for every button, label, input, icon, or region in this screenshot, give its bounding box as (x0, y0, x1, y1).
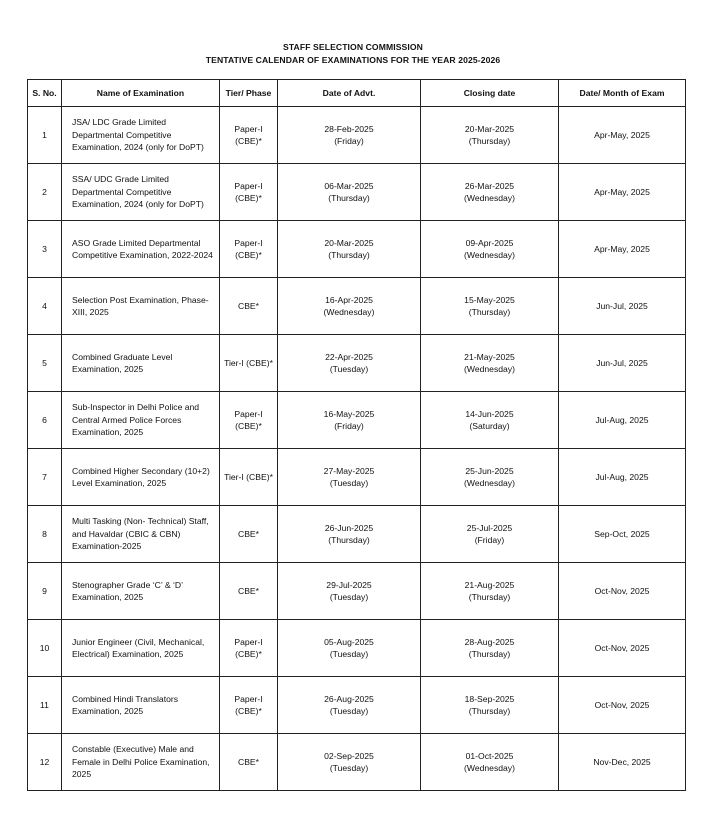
cell-exam-month: Oct-Nov, 2025 (559, 620, 686, 677)
cell-advt-date (278, 278, 421, 335)
closing-date: 21-Aug-2025 (464, 579, 515, 590)
table-row (28, 392, 686, 449)
cell-exam-name: ASO Grade Limited Departmental Competitive Examination, 2022-2024 (62, 221, 220, 278)
closing-date: 18-Sep-2025 (464, 693, 515, 704)
cell-sno: 3 (28, 221, 62, 278)
closing-date: 14-Jun-2025 (465, 408, 514, 419)
advt-day: (Thursday) (328, 250, 370, 260)
cell-sno: 6 (28, 392, 62, 449)
cell-closing-date (421, 392, 559, 449)
cell-exam-name: Selection Post Examination, Phase-XIII, 2025 (62, 278, 220, 335)
table-row (28, 164, 686, 221)
cell-closing-date (421, 221, 559, 278)
column-header-exam-month: Date/ Month of Exam (559, 80, 686, 107)
cell-tier: CBE* (220, 506, 278, 563)
advt-date: 26-Jun-2025 (324, 522, 374, 533)
table-row (28, 620, 686, 677)
cell-tier: Tier-I (CBE)* (220, 449, 278, 506)
cell-sno: 10 (28, 620, 62, 677)
cell-sno: 9 (28, 563, 62, 620)
table-row (28, 107, 686, 164)
table-row (28, 335, 686, 392)
cell-closing-date (421, 620, 559, 677)
advt-date: 28-Feb-2025 (324, 123, 374, 134)
closing-day: (Wednesday) (464, 763, 515, 773)
closing-date: 25-Jun-2025 (465, 465, 514, 476)
column-header-closing-date: Closing date (421, 80, 559, 107)
cell-tier: Paper-I (CBE)* (220, 677, 278, 734)
closing-day: (Wednesday) (464, 478, 515, 488)
closing-date: 28-Aug-2025 (464, 636, 515, 647)
cell-exam-month: Jun-Jul, 2025 (559, 278, 686, 335)
cell-closing-date (421, 677, 559, 734)
table-row (28, 278, 686, 335)
closing-day: (Wednesday) (464, 193, 515, 203)
cell-exam-name: Multi Tasking (Non- Technical) Staff, and Havaldar (CBIC & CBN) Examination-2025 (62, 506, 220, 563)
document-title: STAFF SELECTION COMMISSION (283, 42, 423, 52)
column-header-name: Name of Examination (62, 80, 220, 107)
closing-day: (Wednesday) (464, 364, 515, 374)
cell-tier: Paper-I (CBE)* (220, 620, 278, 677)
cell-exam-name: Stenographer Grade ‘C’ & ‘D’ Examination, 2025 (62, 563, 220, 620)
cell-exam-month: Sep-Oct, 2025 (559, 506, 686, 563)
closing-date: 20-Mar-2025 (464, 123, 515, 134)
cell-exam-name: Constable (Executive) Male and Female in Delhi Police Examination, 2025 (62, 734, 220, 791)
cell-sno: 1 (28, 107, 62, 164)
cell-exam-name: JSA/ LDC Grade Limited Departmental Competitive Examination, 2024 (only for DoPT) (62, 107, 220, 164)
cell-closing-date (421, 278, 559, 335)
cell-closing-date (421, 563, 559, 620)
advt-day: (Tuesday) (329, 478, 369, 488)
advt-day: (Thursday) (328, 193, 370, 203)
advt-date: 22-Apr-2025 (325, 351, 373, 362)
cell-sno: 4 (28, 278, 62, 335)
cell-tier: Paper-I (CBE)* (220, 107, 278, 164)
closing-day: (Thursday) (468, 649, 511, 659)
closing-date: 25-Jul-2025 (466, 522, 513, 533)
column-header-tier: Tier/ Phase (220, 80, 278, 107)
cell-tier: CBE* (220, 563, 278, 620)
closing-day: (Thursday) (468, 592, 511, 602)
closing-day: (Thursday) (468, 136, 511, 146)
cell-exam-name: Junior Engineer (Civil, Mechanical, Electrical) Examination, 2025 (62, 620, 220, 677)
cell-advt-date (278, 107, 421, 164)
advt-date: 16-May-2025 (323, 408, 375, 419)
cell-exam-month: Jun-Jul, 2025 (559, 335, 686, 392)
cell-closing-date (421, 734, 559, 791)
advt-day: (Tuesday) (329, 364, 369, 374)
column-header-sno: S. No. (28, 80, 62, 107)
table-row (28, 449, 686, 506)
table-row (28, 734, 686, 791)
closing-day: (Saturday) (469, 421, 510, 431)
cell-sno: 2 (28, 164, 62, 221)
cell-advt-date (278, 392, 421, 449)
closing-day: (Thursday) (468, 307, 511, 317)
cell-closing-date (421, 335, 559, 392)
closing-date: 15-May-2025 (464, 294, 515, 305)
cell-advt-date (278, 734, 421, 791)
advt-date: 16-Apr-2025 (325, 294, 373, 305)
advt-day: (Thursday) (328, 535, 370, 545)
cell-exam-month: Oct-Nov, 2025 (559, 677, 686, 734)
cell-exam-month: Jul-Aug, 2025 (559, 392, 686, 449)
cell-advt-date (278, 164, 421, 221)
advt-date: 26-Aug-2025 (324, 693, 374, 704)
closing-date: 01-Oct-2025 (465, 750, 514, 761)
cell-exam-name: Combined Graduate Level Examination, 2025 (62, 335, 220, 392)
advt-date: 05-Aug-2025 (324, 636, 374, 647)
closing-date: 26-Mar-2025 (464, 180, 515, 191)
cell-closing-date (421, 164, 559, 221)
cell-exam-name: Combined Higher Secondary (10+2) Level Examination, 2025 (62, 449, 220, 506)
closing-date: 21-May-2025 (464, 351, 515, 362)
advt-day: (Tuesday) (329, 649, 369, 659)
table-row (28, 563, 686, 620)
table-row (28, 677, 686, 734)
cell-closing-date (421, 506, 559, 563)
cell-tier: Paper-I (CBE)* (220, 164, 278, 221)
cell-sno: 7 (28, 449, 62, 506)
table-header-row (28, 80, 686, 107)
cell-exam-name: Sub-Inspector in Delhi Police and Central Armed Police Forces Examination, 2025 (62, 392, 220, 449)
cell-advt-date (278, 620, 421, 677)
cell-exam-name: Combined Hindi Translators Examination, 2025 (62, 677, 220, 734)
cell-sno: 12 (28, 734, 62, 791)
cell-sno: 8 (28, 506, 62, 563)
cell-closing-date (421, 449, 559, 506)
cell-tier: Paper-I (CBE)* (220, 221, 278, 278)
cell-exam-month: Jul-Aug, 2025 (559, 449, 686, 506)
advt-day: (Tuesday) (329, 763, 369, 773)
cell-tier: CBE* (220, 734, 278, 791)
cell-exam-month: Apr-May, 2025 (559, 107, 686, 164)
closing-day: (Thursday) (468, 706, 511, 716)
exam-calendar-table (27, 79, 686, 791)
cell-exam-name: SSA/ UDC Grade Limited Departmental Competitive Examination, 2024 (only for DoPT) (62, 164, 220, 221)
cell-closing-date (421, 107, 559, 164)
advt-day: (Tuesday) (329, 592, 369, 602)
cell-tier: Paper-I (CBE)* (220, 392, 278, 449)
closing-date: 09-Apr-2025 (465, 237, 514, 248)
closing-day: (Friday) (474, 535, 505, 545)
cell-sno: 11 (28, 677, 62, 734)
advt-day: (Friday) (334, 136, 364, 146)
cell-advt-date (278, 506, 421, 563)
cell-exam-month: Apr-May, 2025 (559, 164, 686, 221)
table-row (28, 221, 686, 278)
cell-advt-date (278, 221, 421, 278)
advt-date: 20-Mar-2025 (324, 237, 374, 248)
cell-advt-date (278, 677, 421, 734)
document-subtitle: TENTATIVE CALENDAR OF EXAMINATIONS FOR THE YEAR 2025-2026 (205, 55, 501, 65)
cell-exam-month: Oct-Nov, 2025 (559, 563, 686, 620)
cell-exam-month: Nov-Dec, 2025 (559, 734, 686, 791)
cell-advt-date (278, 563, 421, 620)
column-header-advt-date: Date of Advt. (278, 80, 421, 107)
cell-tier: Tier-I (CBE)* (220, 335, 278, 392)
advt-date: 02-Sep-2025 (324, 750, 374, 761)
advt-date: 27-May-2025 (323, 465, 375, 476)
cell-sno: 5 (28, 335, 62, 392)
cell-advt-date (278, 335, 421, 392)
cell-exam-month: Apr-May, 2025 (559, 221, 686, 278)
advt-day: (Wednesday) (323, 307, 375, 317)
table-row (28, 506, 686, 563)
advt-date: 29-Jul-2025 (326, 579, 372, 590)
closing-day: (Wednesday) (464, 250, 515, 260)
advt-date: 06-Mar-2025 (324, 180, 374, 191)
cell-advt-date (278, 449, 421, 506)
advt-day: (Friday) (334, 421, 364, 431)
cell-tier: CBE* (220, 278, 278, 335)
advt-day: (Tuesday) (329, 706, 369, 716)
